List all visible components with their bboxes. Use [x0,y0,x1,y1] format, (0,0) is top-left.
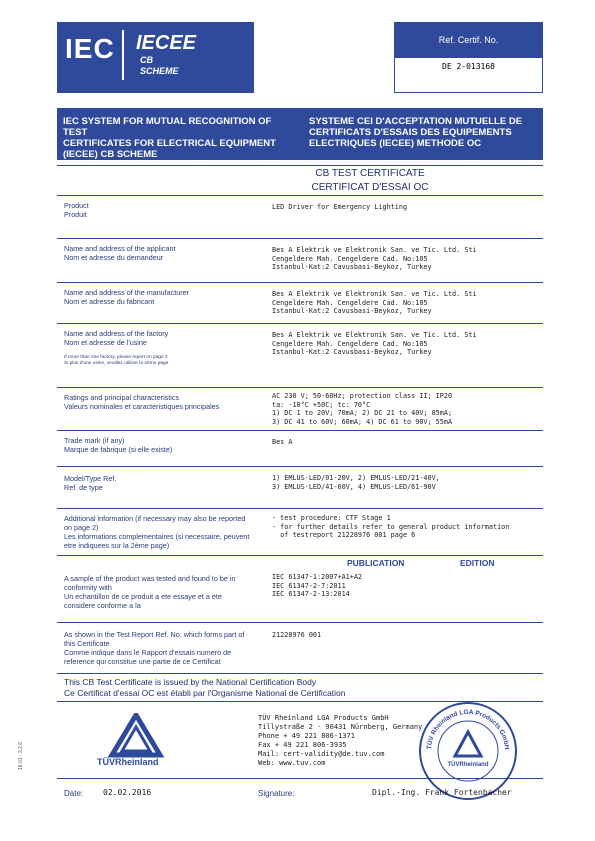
divider [57,622,543,623]
field-value: AC 230 V; 50-60Hz; protection class II; IP20 ta: -10°C +50C; tc: 70°C 1) DC 1 to 20V; 70mA; 2) DC 21 to 40V; 85mA; 3) DC 41 to 60V; 60mA; 4) DC 61 to 90V; 55mA [272,392,453,426]
field-value: 1) EMLUS-LED/01-20V, 2) EMLUS-LED/21-40V, 3) EMLUS-LED/41-60V, 4) EMLUS-LED/61-90V [272,474,440,491]
cb-address: TÜV Rheinland LGA Products GmbH Tillystraße 2 · 90431 Nürnberg, Germany Phone + 49 221 806-1371 Fax + 49 221 806-3935 Mail: cert-validity@de.tuv.com Web: www.tuv.com [258,714,423,767]
field-label: Ratings and principal characteristics Valeurs nominales et caracteristiques principales [64,393,220,411]
field-label: Model/Type Ref. Ref. de type [64,474,117,492]
ref-label: Ref. Certif. No. [395,23,542,58]
scheme-logo-text: SCHEME [140,66,179,76]
certification-seal [417,700,519,802]
logo-divider [122,30,124,80]
divider [57,430,543,431]
publication-header: PUBLICATION [347,558,405,568]
divider [57,673,543,674]
iec-logo-text: IEC [65,33,115,64]
divider [57,195,543,196]
field-value: Bes A Elektrik ve Elektronik San. ve Tic. Ltd. Sti Cengeldere Mah. Cengeldere Cad. No:105 Istanbul-Kat:2 Cavusbasi-Beykoz, Turkey [272,290,477,315]
field-value: Bes A [272,438,293,446]
iecee-logo-text: IECEE [136,32,197,54]
field-label: Additional information (if necessary may also be reported on page 2) Les informations complementaires (si necessaire, peuvent etre indiquees sur la 2ème page) [64,514,250,550]
banner-right: SYSTEME CEI D'ACCEPTATION MUTUELLE DE CERTIFICATS D'ESSAIS DES EQUIPEMENTS ELECTRIQUES (IECEE) METHODE OC [309,116,523,149]
form-code: 16.01 - 2.2.6 [18,741,24,770]
field-label: As shown in the Test Report Ref. No. which forms part of this Certificate Comme indique dans le Rapport d'essais numero de reference qui constitue une partie de ce Certificat [64,630,245,666]
field-label: A sample of the product was tested and found to be in conformity with Un echantillon de ce produit a ete essaye et a ete considere conforme a la [64,574,236,610]
field-label: Trade mark (if any) Marque de fabrique (si elle existe) [64,436,173,454]
seal-text: TÜV Rheinland LGA Products GmbH [425,708,511,750]
divider [57,165,543,166]
divider [57,466,543,467]
certificate-title-en: CB TEST CERTIFICATE [315,168,425,179]
date-value: 02.02.2016 [103,788,152,797]
cb-logo-text: CB [140,55,153,65]
field-value: Bes A Elektrik ve Elektronik San. ve Tic. Ltd. Sti Cengeldere Mah. Cengeldere Cad. No:105 Istanbul-Kat:2 Cavusbasi-Beykoz, Turkey [272,246,477,271]
seal-center-text: TÜVRheinland [447,762,489,768]
factory-note: If more than one factory, please report on page 2 Si plus d'une usine, veuillez utiliser la 2ème page [64,355,169,366]
divider [57,238,543,239]
divider [57,323,543,324]
divider [57,508,543,509]
divider [57,282,543,283]
divider [57,387,543,388]
edition-header: EDITION [460,558,495,568]
certificate-title-fr: CERTIFICAT D'ESSAI OC [311,182,429,193]
issued-statement-fr: Ce Certificat d'essai OC est établi par l'Organisme National de Certification [64,688,346,698]
tuv-brand-name: TÜVRheinland [97,757,159,767]
standards-list: IEC 61347-1:2007+A1+A2 IEC 61347-2-7:2011 IEC 61347-2-13:2014 [272,573,363,598]
ref-value: DE 2-013168 [442,62,495,71]
field-value: LED Driver for Emergency Lighting [272,203,408,211]
banner-left: IEC SYSTEM FOR MUTUAL RECOGNITION OF TEST CERTIFICATES FOR ELECTRICAL EQUIPMENT (IECEE) CB SCHEME [63,116,276,160]
field-value: - test procedure: CTF Stage 1 - for further details refer to general product information of testreport 21228976 001 page 6 [272,514,510,539]
field-label: Name and address of the factory Nom et adresse de l'usine [64,329,169,347]
issued-statement-en: This CB Test Certificate is issued by the National Certification Body [64,677,317,687]
divider [57,555,543,556]
test-report-number: 21228976 001 [272,631,322,639]
field-label: Name and address of the applicant Nom et adresse du demandeur [64,244,176,262]
signature-label: Signature: [258,789,295,798]
field-value: Bes A Elektrik ve Elektronik San. ve Tic. Ltd. Sti Cengeldere Mah. Cengeldere Cad. No:105 Istanbul-Kat:2 Cavusbasi-Beykoz, Turkey [272,331,477,356]
signature-value: Dipl.-Ing. Frank Fortenbacher [372,788,512,797]
divider [57,778,543,779]
date-label: Date: [64,789,84,798]
field-label: Product Produit [64,201,89,219]
field-label: Name and address of the manufacturer Nom et adresse du fabricant [64,288,190,306]
